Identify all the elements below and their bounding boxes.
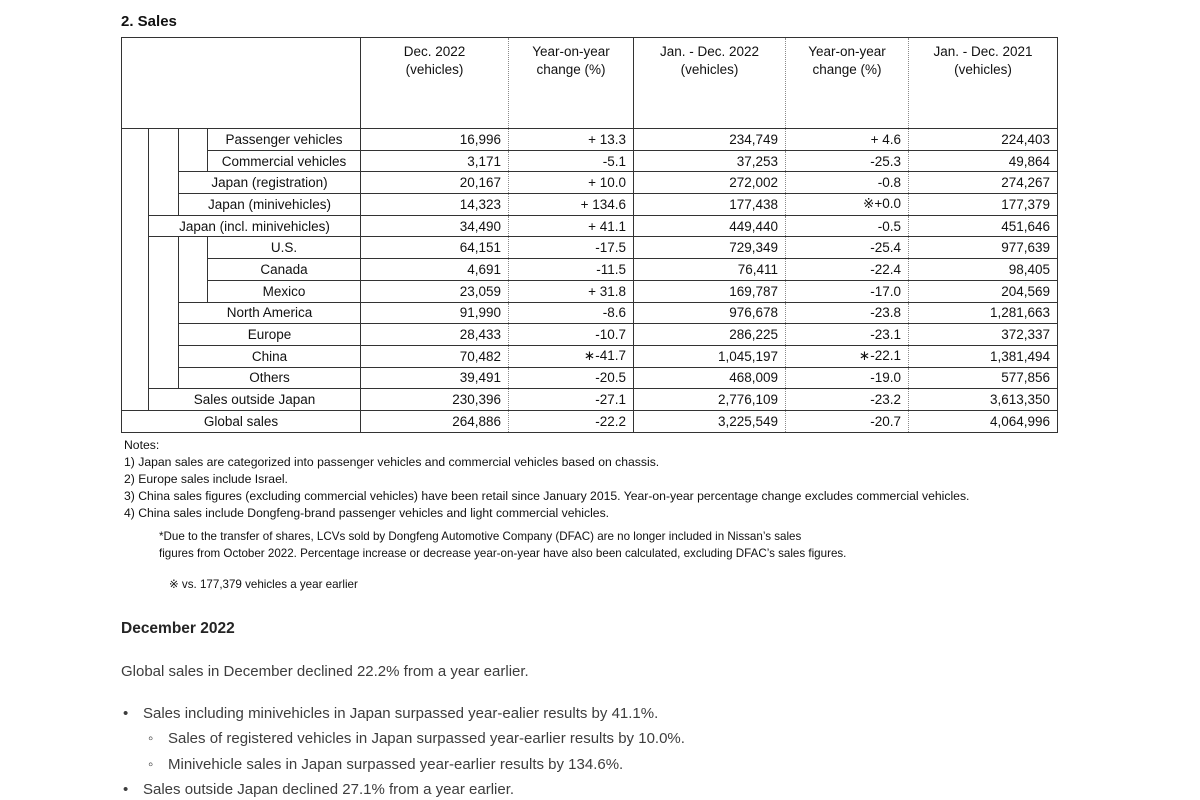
summary-heading: December 2022 xyxy=(121,619,235,637)
hierarchy-spacer-cell xyxy=(122,367,149,389)
col-header-line: Jan. - Dec. 2022 xyxy=(659,44,760,59)
cell-jan-dec-2022: 729,349 xyxy=(634,237,786,259)
hierarchy-spacer-cell xyxy=(149,237,179,259)
row-label: North America xyxy=(179,302,361,324)
cell-dec-2022: 91,990 xyxy=(361,302,509,324)
cell-jan-dec-2021: 1,281,663 xyxy=(909,302,1058,324)
summary-bullet-text: Minivehicle sales in Japan surpassed year-earlier results by 134.6%. xyxy=(168,755,624,773)
notes-list xyxy=(121,454,1200,522)
cell-dec-2022: 16,996 xyxy=(361,129,509,151)
cell-yoy-monthly: + 134.6 xyxy=(509,194,634,216)
hierarchy-spacer-cell xyxy=(122,324,149,346)
table-row xyxy=(122,410,1058,432)
summary-bullet-item xyxy=(123,777,1200,800)
sales-table xyxy=(121,37,1058,433)
star-note-line-1: *Due to the transfer of shares, LCVs sold by Dongfeng Automotive Company (DFAC) are no longer included in Nissan’s sales xyxy=(159,529,802,543)
summary-bullet-item xyxy=(148,726,1200,752)
hierarchy-spacer-cell xyxy=(149,367,179,389)
row-label: Commercial vehicles xyxy=(208,150,361,172)
cell-dec-2022: 3,171 xyxy=(361,150,509,172)
col-header-line: Year-on-year xyxy=(532,44,610,59)
hierarchy-spacer-cell xyxy=(149,194,179,216)
sales-table-body xyxy=(122,129,1058,433)
hierarchy-spacer-cell xyxy=(122,237,149,259)
cell-jan-dec-2022: 3,225,549 xyxy=(634,410,786,432)
table-row xyxy=(122,302,1058,324)
hierarchy-spacer-cell xyxy=(149,324,179,346)
star-note xyxy=(159,528,1200,563)
cell-yoy-monthly: -11.5 xyxy=(509,259,634,281)
bullet-icon: • xyxy=(123,704,129,722)
hierarchy-spacer-cell xyxy=(179,150,208,172)
cell-yoy-monthly: -20.5 xyxy=(509,367,634,389)
row-label: Passenger vehicles xyxy=(208,129,361,151)
cell-yoy-annual: -22.4 xyxy=(786,259,909,281)
summary-bullet-text: Sales of registered vehicles in Japan surpassed year-earlier results by 10.0%. xyxy=(168,730,685,748)
cell-yoy-annual: ∗-22.1 xyxy=(786,345,909,367)
cell-yoy-annual: -25.3 xyxy=(786,150,909,172)
row-label: Japan (incl. minivehicles) xyxy=(149,215,361,237)
cell-jan-dec-2021: 177,379 xyxy=(909,194,1058,216)
hierarchy-spacer-cell xyxy=(179,129,208,151)
note-item: 3) China sales figures (excluding commercial vehicles) have been retail since January 2015. Year-on-year percentage change excludes commercial vehicles. xyxy=(124,488,970,503)
cell-jan-dec-2022: 449,440 xyxy=(634,215,786,237)
row-label: Japan (registration) xyxy=(179,172,361,194)
row-label: Others xyxy=(179,367,361,389)
cell-yoy-monthly: + 41.1 xyxy=(509,215,634,237)
cell-yoy-annual: -23.2 xyxy=(786,389,909,411)
cell-jan-dec-2021: 224,403 xyxy=(909,129,1058,151)
cell-dec-2022: 230,396 xyxy=(361,389,509,411)
cell-dec-2022: 64,151 xyxy=(361,237,509,259)
cell-yoy-annual: -25.4 xyxy=(786,237,909,259)
row-label: Global sales xyxy=(122,410,361,432)
cell-jan-dec-2021: 49,864 xyxy=(909,150,1058,172)
bullet-icon: • xyxy=(123,781,129,799)
cell-yoy-monthly: + 13.3 xyxy=(509,129,634,151)
hierarchy-spacer-cell xyxy=(149,259,179,281)
table-row xyxy=(122,215,1058,237)
col-header-jan-dec-2022 xyxy=(634,38,786,129)
hierarchy-spacer-cell xyxy=(122,280,149,302)
cell-dec-2022: 70,482 xyxy=(361,345,509,367)
table-row xyxy=(122,194,1058,216)
col-header-line: (vehicles) xyxy=(954,62,1012,77)
cell-jan-dec-2021: 274,267 xyxy=(909,172,1058,194)
table-row xyxy=(122,172,1058,194)
cell-jan-dec-2022: 177,438 xyxy=(634,194,786,216)
cell-dec-2022: 23,059 xyxy=(361,280,509,302)
reference-mark-note: ※ vs. 177,379 vehicles a year earlier xyxy=(169,577,358,591)
row-label: Canada xyxy=(208,259,361,281)
hierarchy-spacer-cell xyxy=(179,259,208,281)
cell-yoy-monthly: -27.1 xyxy=(509,389,634,411)
cell-yoy-annual: ※+0.0 xyxy=(786,194,909,216)
cell-yoy-annual: + 4.6 xyxy=(786,129,909,151)
cell-yoy-monthly: + 31.8 xyxy=(509,280,634,302)
hierarchy-spacer-cell xyxy=(149,302,179,324)
circle-bullet-icon: ◦ xyxy=(148,755,154,773)
note-item: 2) Europe sales include Israel. xyxy=(124,471,288,486)
cell-yoy-annual: -19.0 xyxy=(786,367,909,389)
note-item: 4) China sales include Dongfeng-brand passenger vehicles and light commercial vehicles. xyxy=(124,505,610,520)
table-row xyxy=(122,150,1058,172)
cell-jan-dec-2021: 451,646 xyxy=(909,215,1058,237)
cell-dec-2022: 264,886 xyxy=(361,410,509,432)
cell-yoy-monthly: -10.7 xyxy=(509,324,634,346)
summary-bullet-item xyxy=(148,752,1200,778)
hierarchy-spacer-cell xyxy=(179,237,208,259)
cell-jan-dec-2022: 2,776,109 xyxy=(634,389,786,411)
cell-jan-dec-2021: 4,064,996 xyxy=(909,410,1058,432)
hierarchy-spacer-cell xyxy=(149,150,179,172)
note-item: 1) Japan sales are categorized into passenger vehicles and commercial vehicles based on chassis. xyxy=(124,454,660,469)
corner-cell xyxy=(122,38,361,129)
hierarchy-spacer-cell xyxy=(122,194,149,216)
table-row xyxy=(122,129,1058,151)
table-row xyxy=(122,259,1058,281)
cell-jan-dec-2021: 98,405 xyxy=(909,259,1058,281)
table-row xyxy=(122,389,1058,411)
col-header-yoy-monthly xyxy=(509,38,634,129)
cell-jan-dec-2021: 3,613,350 xyxy=(909,389,1058,411)
table-row xyxy=(122,237,1058,259)
cell-jan-dec-2021: 977,639 xyxy=(909,237,1058,259)
summary-bullet-text: Sales outside Japan declined 27.1% from a year earlier. xyxy=(143,781,515,799)
col-header-line: change (%) xyxy=(812,62,882,77)
cell-jan-dec-2022: 169,787 xyxy=(634,280,786,302)
hierarchy-spacer-cell xyxy=(149,129,179,151)
col-header-line: (vehicles) xyxy=(680,62,739,77)
table-row xyxy=(122,367,1058,389)
hierarchy-spacer-cell xyxy=(122,259,149,281)
cell-jan-dec-2022: 234,749 xyxy=(634,129,786,151)
table-row xyxy=(122,324,1058,346)
hierarchy-spacer-cell xyxy=(179,280,208,302)
hierarchy-spacer-cell xyxy=(149,280,179,302)
cell-yoy-monthly: + 10.0 xyxy=(509,172,634,194)
cell-yoy-annual: -23.8 xyxy=(786,302,909,324)
hierarchy-spacer-cell xyxy=(122,215,149,237)
col-header-jan-dec-2021 xyxy=(909,38,1058,129)
page-title: 2. Sales xyxy=(121,13,177,30)
cell-yoy-annual: -0.5 xyxy=(786,215,909,237)
cell-jan-dec-2022: 468,009 xyxy=(634,367,786,389)
notes-section xyxy=(121,437,1200,593)
summary-intro: Global sales in December declined 22.2% from a year earlier. xyxy=(121,662,529,680)
table-header-row xyxy=(122,38,1058,129)
summary-bullet-text: Sales including minivehicles in Japan surpassed year-ealier results by 41.1%. xyxy=(143,704,659,722)
row-label: U.S. xyxy=(208,237,361,259)
col-header-yoy-annual xyxy=(786,38,909,129)
hierarchy-spacer-cell xyxy=(122,172,149,194)
row-label: Sales outside Japan xyxy=(149,389,361,411)
notes-heading: Notes: xyxy=(124,437,160,452)
summary-section xyxy=(121,620,1200,800)
hierarchy-spacer-cell xyxy=(122,129,149,151)
col-header-line: Year-on-year xyxy=(808,44,886,59)
hierarchy-spacer-cell xyxy=(149,172,179,194)
summary-bullet-item xyxy=(123,701,1200,727)
hierarchy-spacer-cell xyxy=(122,389,149,411)
cell-dec-2022: 4,691 xyxy=(361,259,509,281)
cell-yoy-annual: -20.7 xyxy=(786,410,909,432)
cell-jan-dec-2022: 76,411 xyxy=(634,259,786,281)
cell-dec-2022: 28,433 xyxy=(361,324,509,346)
col-header-line: change (%) xyxy=(536,62,606,77)
cell-yoy-monthly: -8.6 xyxy=(509,302,634,324)
circle-bullet-icon: ◦ xyxy=(148,730,154,748)
cell-jan-dec-2021: 204,569 xyxy=(909,280,1058,302)
row-label: Mexico xyxy=(208,280,361,302)
hierarchy-spacer-cell xyxy=(122,345,149,367)
cell-jan-dec-2021: 1,381,494 xyxy=(909,345,1058,367)
star-note-line-2: figures from October 2022. Percentage increase or decrease year-on-year have also been calculated, excluding DFAC’s sales figures. xyxy=(159,547,847,561)
cell-dec-2022: 39,491 xyxy=(361,367,509,389)
row-label: China xyxy=(179,345,361,367)
cell-yoy-monthly: -17.5 xyxy=(509,237,634,259)
cell-yoy-annual: -17.0 xyxy=(786,280,909,302)
cell-dec-2022: 14,323 xyxy=(361,194,509,216)
cell-jan-dec-2021: 372,337 xyxy=(909,324,1058,346)
hierarchy-spacer-cell xyxy=(149,345,179,367)
cell-yoy-monthly: -5.1 xyxy=(509,150,634,172)
row-label: Europe xyxy=(179,324,361,346)
col-header-dec-2022 xyxy=(361,38,509,129)
cell-jan-dec-2022: 286,225 xyxy=(634,324,786,346)
cell-dec-2022: 34,490 xyxy=(361,215,509,237)
col-header-line: (vehicles) xyxy=(405,62,464,77)
table-row xyxy=(122,345,1058,367)
cell-jan-dec-2021: 577,856 xyxy=(909,367,1058,389)
cell-yoy-annual: -0.8 xyxy=(786,172,909,194)
summary-bullet-list xyxy=(121,701,1200,800)
cell-yoy-monthly: -22.2 xyxy=(509,410,634,432)
col-header-line: Jan. - Dec. 2021 xyxy=(933,44,1033,59)
col-header-line: Dec. 2022 xyxy=(403,44,466,59)
row-label: Japan (minivehicles) xyxy=(179,194,361,216)
cell-yoy-annual: -23.1 xyxy=(786,324,909,346)
hierarchy-spacer-cell xyxy=(122,302,149,324)
cell-dec-2022: 20,167 xyxy=(361,172,509,194)
cell-yoy-monthly: ∗-41.7 xyxy=(509,345,634,367)
hierarchy-spacer-cell xyxy=(122,150,149,172)
cell-jan-dec-2022: 1,045,197 xyxy=(634,345,786,367)
cell-jan-dec-2022: 272,002 xyxy=(634,172,786,194)
table-row xyxy=(122,280,1058,302)
cell-jan-dec-2022: 37,253 xyxy=(634,150,786,172)
cell-jan-dec-2022: 976,678 xyxy=(634,302,786,324)
